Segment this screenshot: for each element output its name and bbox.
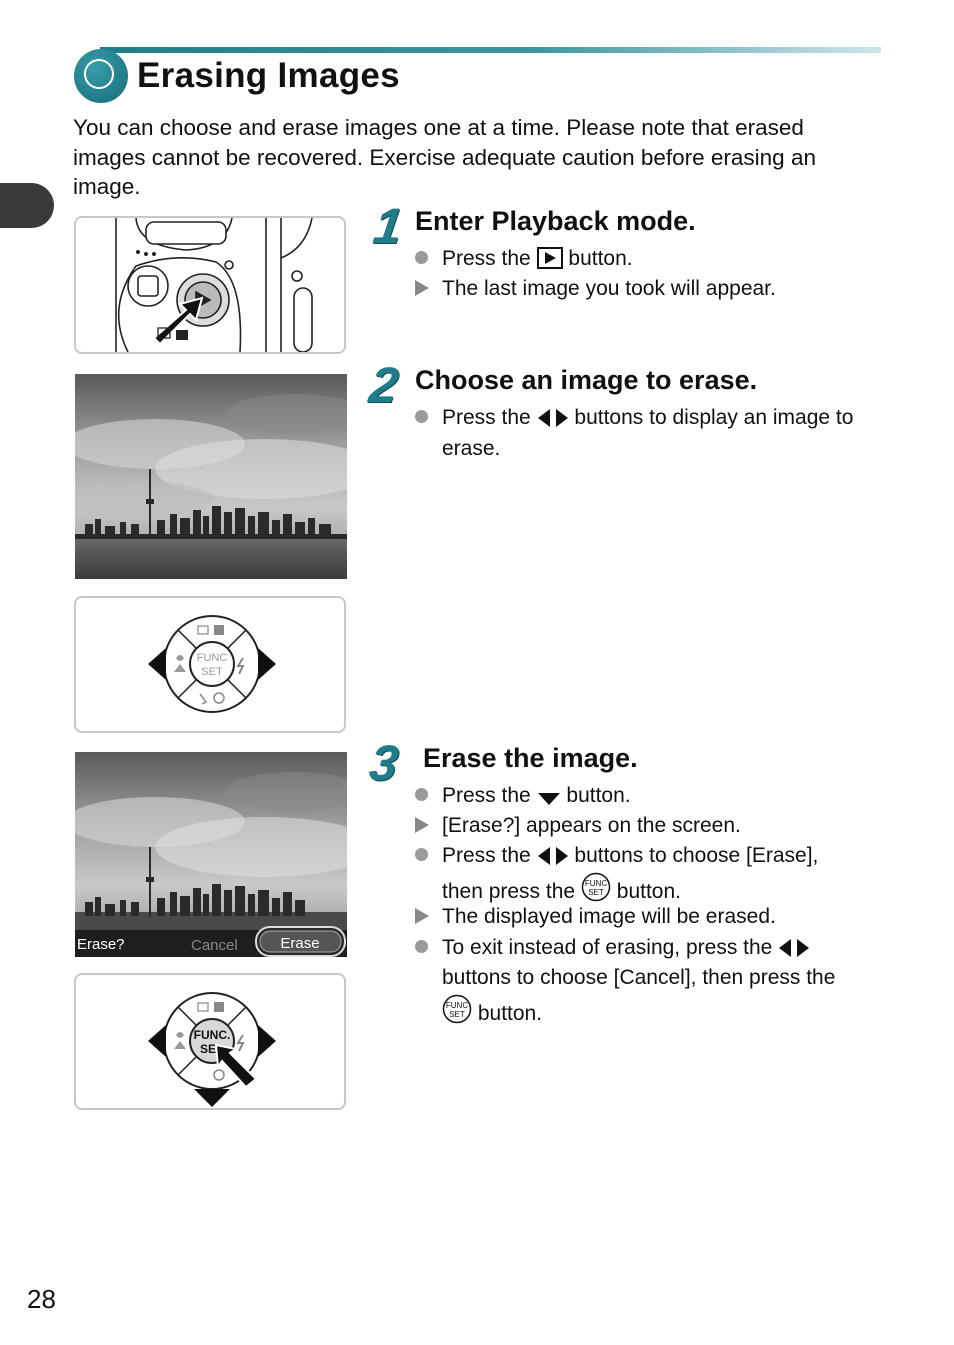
- result-arrow-icon: [415, 280, 429, 296]
- erase-option: Erase: [280, 935, 320, 952]
- step-title-3: Erase the image.: [423, 743, 638, 773]
- step1-item-1: Press the button.: [415, 244, 633, 278]
- step2-item-1: Press the buttons to display an image to: [415, 403, 853, 437]
- control-dial-func-press: [74, 973, 346, 1110]
- result-arrow-icon: [415, 817, 429, 833]
- title-rule: [100, 47, 881, 53]
- camera-playback-illustration: [74, 216, 346, 354]
- left-right-arrows-icon: [537, 407, 569, 437]
- left-right-arrows-icon: [537, 845, 569, 875]
- step3-item-5-cont1: buttons to choose [Cancel], then press the: [442, 966, 836, 989]
- step3-item-1: Press the button.: [415, 781, 631, 815]
- erase-prompt-label: Erase?: [77, 936, 125, 953]
- bullet-dot-icon: [415, 940, 428, 953]
- page-number: 28: [27, 1284, 56, 1314]
- step3-item-3: Press the buttons to choose [Erase],: [415, 841, 818, 875]
- step-number-3: 3: [366, 735, 402, 791]
- svg-text:FUNC: FUNC: [196, 652, 228, 664]
- step1-item-2: The last image you took will appear.: [415, 274, 776, 304]
- erase-confirm-screen: [75, 752, 347, 957]
- bullet-dot-icon: [415, 410, 428, 423]
- step3-item-5: To exit instead of erasing, press the: [415, 933, 810, 967]
- intro-paragraph: You can choose and erase images one at a time. Please note that erased images cannot be recovered. Exercise adequate caution before erasing an image.: [73, 115, 816, 199]
- step-title-1: Enter Playback mode.: [415, 206, 696, 236]
- svg-text:FUNC: FUNC: [584, 879, 608, 888]
- step-number-2: 2: [366, 357, 402, 413]
- city-skyline-photo: [75, 374, 347, 579]
- bullet-dot-icon: [415, 848, 428, 861]
- svg-text:SET: SET: [201, 666, 223, 678]
- step2-item-1-cont: erase.: [442, 437, 501, 460]
- step3-item-3-cont: then press the FUNC SET button.: [415, 872, 681, 911]
- step3-item-2: [Erase?] appears on the screen.: [415, 811, 741, 841]
- step3-item-4: The displayed image will be erased.: [415, 902, 776, 932]
- func-set-icon: [442, 994, 472, 1033]
- cancel-option: Cancel: [191, 937, 238, 954]
- bullet-dot-icon: [415, 251, 428, 264]
- svg-text:FUNC.: FUNC.: [193, 1028, 231, 1042]
- camera-back-drawing: [76, 218, 344, 352]
- svg-text:FUNC: FUNC: [445, 1001, 469, 1010]
- section-circle-icon: [74, 49, 128, 103]
- control-dial-left-right: [74, 596, 346, 733]
- chapter-tab: [0, 183, 54, 228]
- svg-text:SET: SET: [449, 1010, 465, 1019]
- bullet-dot-icon: [415, 788, 428, 801]
- page-title: Erasing Images: [137, 56, 400, 95]
- result-arrow-icon: [415, 908, 429, 924]
- step-number-1: 1: [370, 198, 406, 254]
- step3-item-5-cont2: FUNC SET button.: [415, 994, 542, 1033]
- step-title-2: Choose an image to erase.: [415, 365, 758, 395]
- svg-text:SET: SET: [588, 888, 604, 897]
- control-dial-icon: [148, 616, 276, 712]
- svg-text:SE: SE: [199, 1042, 217, 1056]
